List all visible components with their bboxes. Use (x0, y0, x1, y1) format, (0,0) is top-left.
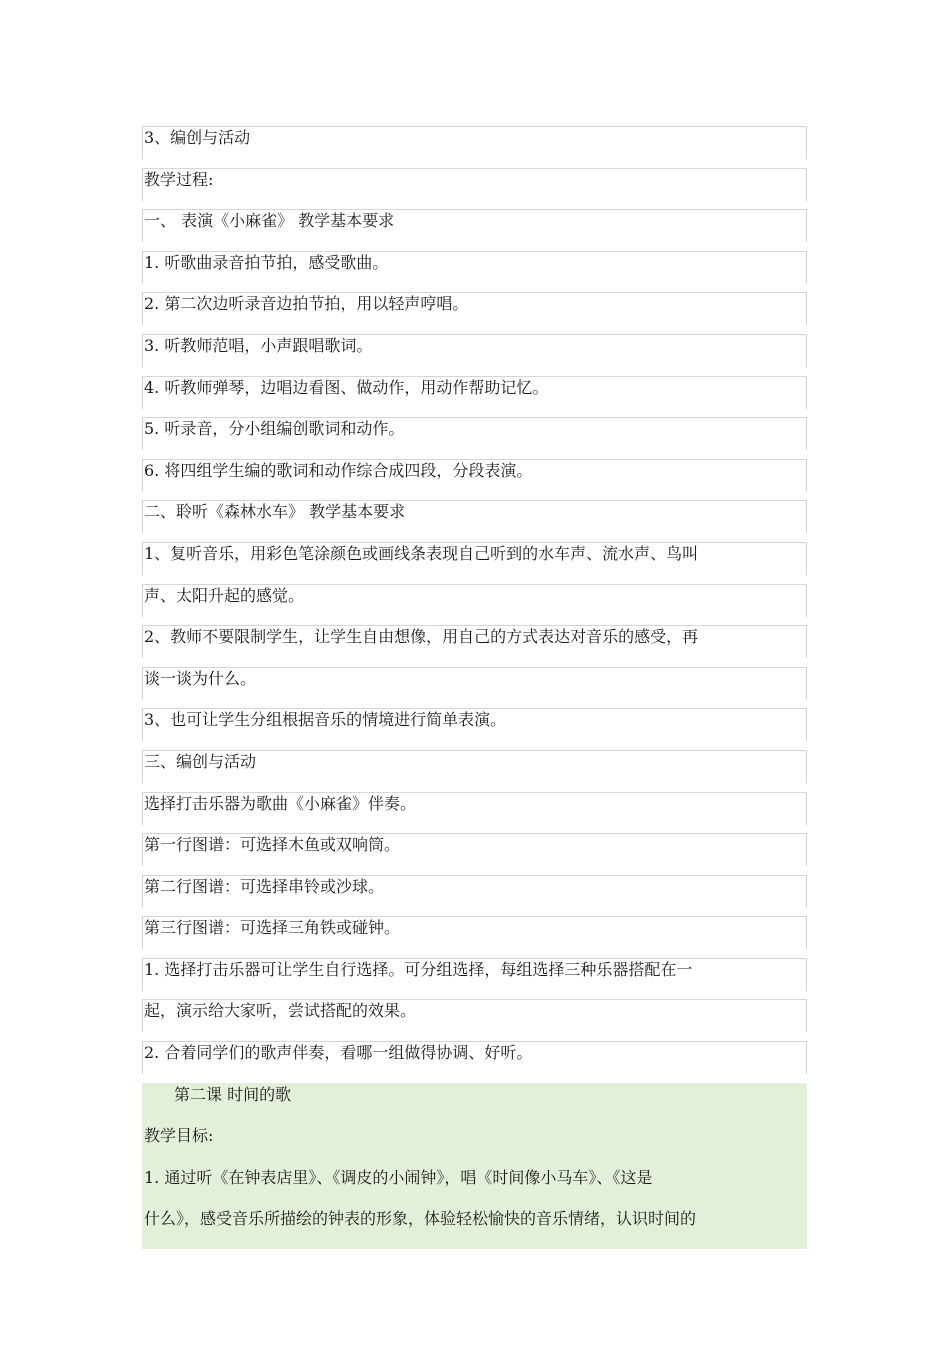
text-line: 4. 听教师弹琴，边唱边看图、做动作，用动作帮助记忆。 (142, 376, 807, 418)
text-line: 谈一谈为什么。 (142, 667, 807, 709)
text-line: 一、 表演《小麻雀》 教学基本要求 (142, 209, 807, 251)
text-line: 1. 通过听《在钟表店里》、《调皮的小闹钟》，唱《时间像小马车》、《这是 (142, 1166, 807, 1208)
text-line: 三、编创与活动 (142, 750, 807, 792)
text-line: 1. 听歌曲录音拍节拍，感受歌曲。 (142, 251, 807, 293)
text-line: 教学目标: (142, 1124, 807, 1166)
text-line: 起，演示给大家听，尝试搭配的效果。 (142, 999, 807, 1041)
text-line: 3、编创与活动 (142, 126, 807, 168)
text-line: 第一行图谱：可选择木鱼或双响筒。 (142, 833, 807, 875)
text-line: 2. 第二次边听录音边拍节拍，用以轻声哼唱。 (142, 292, 807, 334)
text-line: 3、也可让学生分组根据音乐的情境进行简单表演。 (142, 708, 807, 750)
text-line: 2、教师不要限制学生，让学生自由想像，用自己的方式表达对音乐的感受，再 (142, 625, 807, 667)
text-line: 选择打击乐器为歌曲《小麻雀》伴奏。 (142, 792, 807, 834)
text-line: 1、复听音乐，用彩色笔涂颜色或画线条表现自己听到的水车声、流水声、鸟叫 (142, 542, 807, 584)
text-line: 二、聆听《森林水车》 教学基本要求 (142, 500, 807, 542)
text-line: 什么》，感受音乐所描绘的钟表的形象，体验轻松愉快的音乐情绪，认识时间的 (142, 1207, 807, 1249)
lesson-title: 第二课 时间的歌 (142, 1083, 807, 1125)
text-line: 3. 听教师范唱，小声跟唱歌词。 (142, 334, 807, 376)
document-body (142, 126, 807, 1249)
text-line: 1. 选择打击乐器可让学生自行选择。可分组选择，每组选择三种乐器搭配在一 (142, 958, 807, 1000)
text-line: 第三行图谱：可选择三角铁或碰钟。 (142, 916, 807, 958)
text-line: 第二行图谱：可选择串铃或沙球。 (142, 875, 807, 917)
text-line: 教学过程: (142, 168, 807, 210)
text-line: 声、太阳升起的感觉。 (142, 584, 807, 626)
text-line: 5. 听录音，分小组编创歌词和动作。 (142, 417, 807, 459)
text-line: 6. 将四组学生编的歌词和动作综合成四段，分段表演。 (142, 459, 807, 501)
text-line: 2. 合着同学们的歌声伴奏，看哪一组做得协调、好听。 (142, 1041, 807, 1083)
